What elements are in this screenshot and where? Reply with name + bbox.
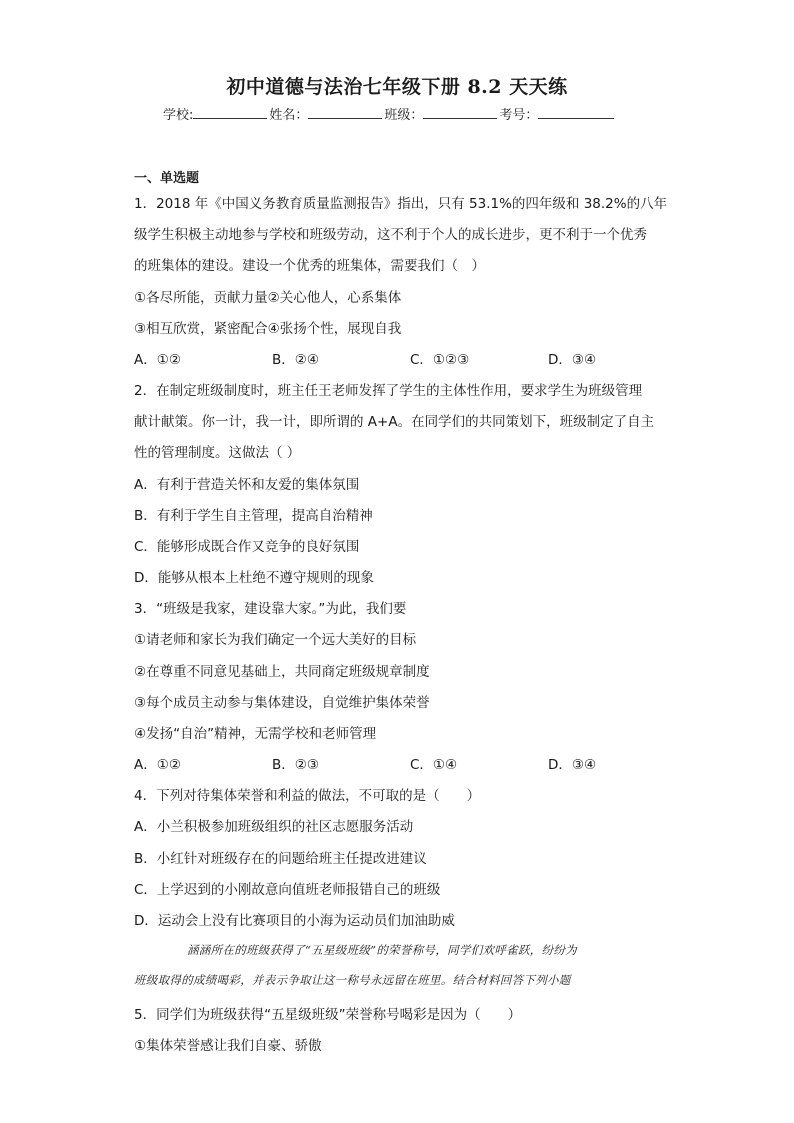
option-a: A．有利于营造关怀和友爱的集体氛围 — [134, 477, 360, 493]
option-c: C．能够形成既合作又竞争的良好氛围 — [134, 539, 360, 555]
option-c: C．上学迟到的小刚故意向值班老师报错自己的班级 — [134, 882, 441, 898]
question-text-line: 1．2018 年《中国义务教育质量监测报告》指出，只有 53.1%的四年级和 38.2%的八年 — [134, 196, 668, 212]
section-heading: 一、单选题 — [134, 171, 200, 186]
option-b: B．小红针对班级存在的问题给班主任提改进建议 — [134, 851, 427, 867]
class-blank — [423, 106, 497, 119]
option-b: B．②④ — [272, 352, 319, 368]
statement-line: ④发扬“自治”精神，无需学校和老师管理 — [134, 726, 377, 742]
option-b: B．有利于学生自主管理，提高自治精神 — [134, 508, 373, 524]
question-text-line: 献计献策。你一计，我一计，即所谓的 A+A。在同学们的共同策划下，班级制定了自主 — [134, 414, 655, 430]
question-text-line: 5．同学们为班级获得“五星级班级”荣誉称号喝彩是因为（ ） — [134, 1007, 522, 1023]
student-info-row — [163, 104, 616, 123]
statement-line: ③相互欣赏，紧密配合④张扬个性，展现自我 — [134, 321, 402, 337]
option-b: B．②③ — [272, 757, 319, 773]
class-label: 班级： — [384, 108, 424, 123]
option-a: A．①② — [134, 757, 181, 773]
name-label: 姓名： — [269, 108, 309, 123]
option-d: D．③④ — [548, 757, 597, 773]
question-text-line: 级学生积极主动地参与学校和班级劳动，这不利于个人的成长进步，更不利于一个优秀 — [134, 227, 647, 243]
exam-number-blank — [538, 106, 614, 119]
name-blank — [308, 106, 382, 119]
option-c: C．①②③ — [410, 352, 470, 368]
exam-number-label: 考号： — [499, 108, 539, 123]
question-text-line: 性的管理制度。这做法（ ） — [134, 445, 301, 461]
option-c: C．①④ — [410, 757, 458, 773]
statement-line: ①请老师和家长为我们确定一个远大美好的目标 — [134, 632, 417, 648]
school-blank — [193, 106, 267, 119]
option-d: D．③④ — [548, 352, 597, 368]
question-text-line: 的班集体的建设。建设一个优秀的班集体，需要我们（ ） — [134, 258, 485, 274]
statement-line: ②在尊重不同意见基础上，共同商定班级规章制度 — [134, 664, 430, 680]
question-text-line: 2．在制定班级制度时，班主任王老师发挥了学生的主体性作用，要求学生为班级管理 — [134, 383, 643, 399]
material-line: 涵涵所在的班级获得了“五星级班级”的荣誉称号，同学们欢呼雀跃，纷纷为 — [187, 943, 577, 957]
statement-line: ①各尽所能，贡献力量②关心他人，心系集体 — [134, 290, 402, 306]
option-a: A．①② — [134, 352, 181, 368]
question-text-line: 4．下列对待集体荣誉和利益的做法，不可取的是（ ） — [134, 788, 481, 804]
option-d: D．能够从根本上杜绝不遵守规则的现象 — [134, 570, 374, 586]
statement-line: ③每个成员主动参与集体建设，自觉维护集体荣誉 — [134, 695, 430, 711]
statement-line: ①集体荣誉感让我们自豪、骄傲 — [134, 1038, 322, 1054]
page-title: 初中道德与法治七年级下册 8.2 天天练 — [226, 76, 568, 98]
option-d: D．运动会上没有比赛项目的小海为运动员们加油助威 — [134, 913, 455, 929]
material-line: 班级取得的成绩喝彩，并表示争取让这一称号永远留在班里。结合材料回答下列小题 — [134, 973, 571, 987]
question-text-line: 3．“班级是我家，建设靠大家。”为此，我们要 — [134, 601, 407, 617]
option-a: A．小兰积极参加班级组织的社区志愿服务活动 — [134, 819, 414, 835]
school-label: 学校: — [163, 108, 194, 123]
